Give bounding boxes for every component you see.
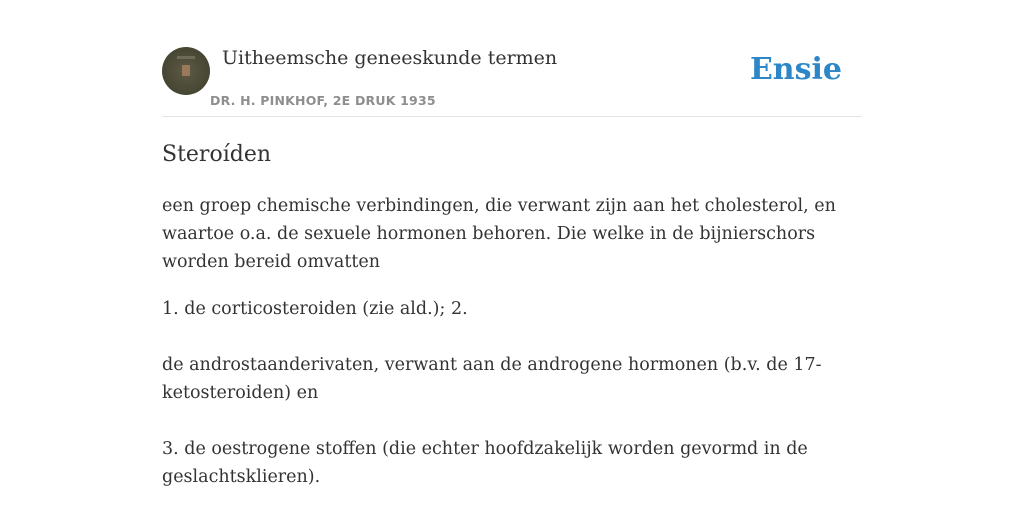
- book-subtitle: DR. H. PINKHOF, 2E DRUK 1935: [210, 93, 436, 108]
- header: [162, 46, 862, 117]
- book-title[interactable]: Uitheemsche geneeskunde termen: [222, 47, 558, 69]
- entry-content: [162, 192, 862, 491]
- entry-paragraph: de androstaanderivaten, verwant aan de androgene hormonen (b.v. de 17-ketosteroiden) en: [162, 355, 822, 403]
- entry-paragraph: 1. de corticosteroiden (zie ald.); 2.: [162, 299, 468, 319]
- cover-band: [177, 56, 195, 59]
- cover-emblem: [182, 65, 190, 76]
- entry-paragraph: 3. de oestrogene stoffen (die echter hoofdzakelijk worden gevormd in de geslachtsklieren).: [162, 439, 808, 487]
- entry-paragraph: een groep chemische verbindingen, die verwant zijn aan het cholesterol, en waartoe o.a. de sexuele hormonen behoren. Die welke in de bijnierschors worden bereid omvatten: [162, 196, 836, 272]
- brand-logo[interactable]: Ensie: [749, 52, 842, 87]
- entry-title: Steroíden: [162, 142, 272, 167]
- book-cover-avatar[interactable]: [162, 47, 210, 95]
